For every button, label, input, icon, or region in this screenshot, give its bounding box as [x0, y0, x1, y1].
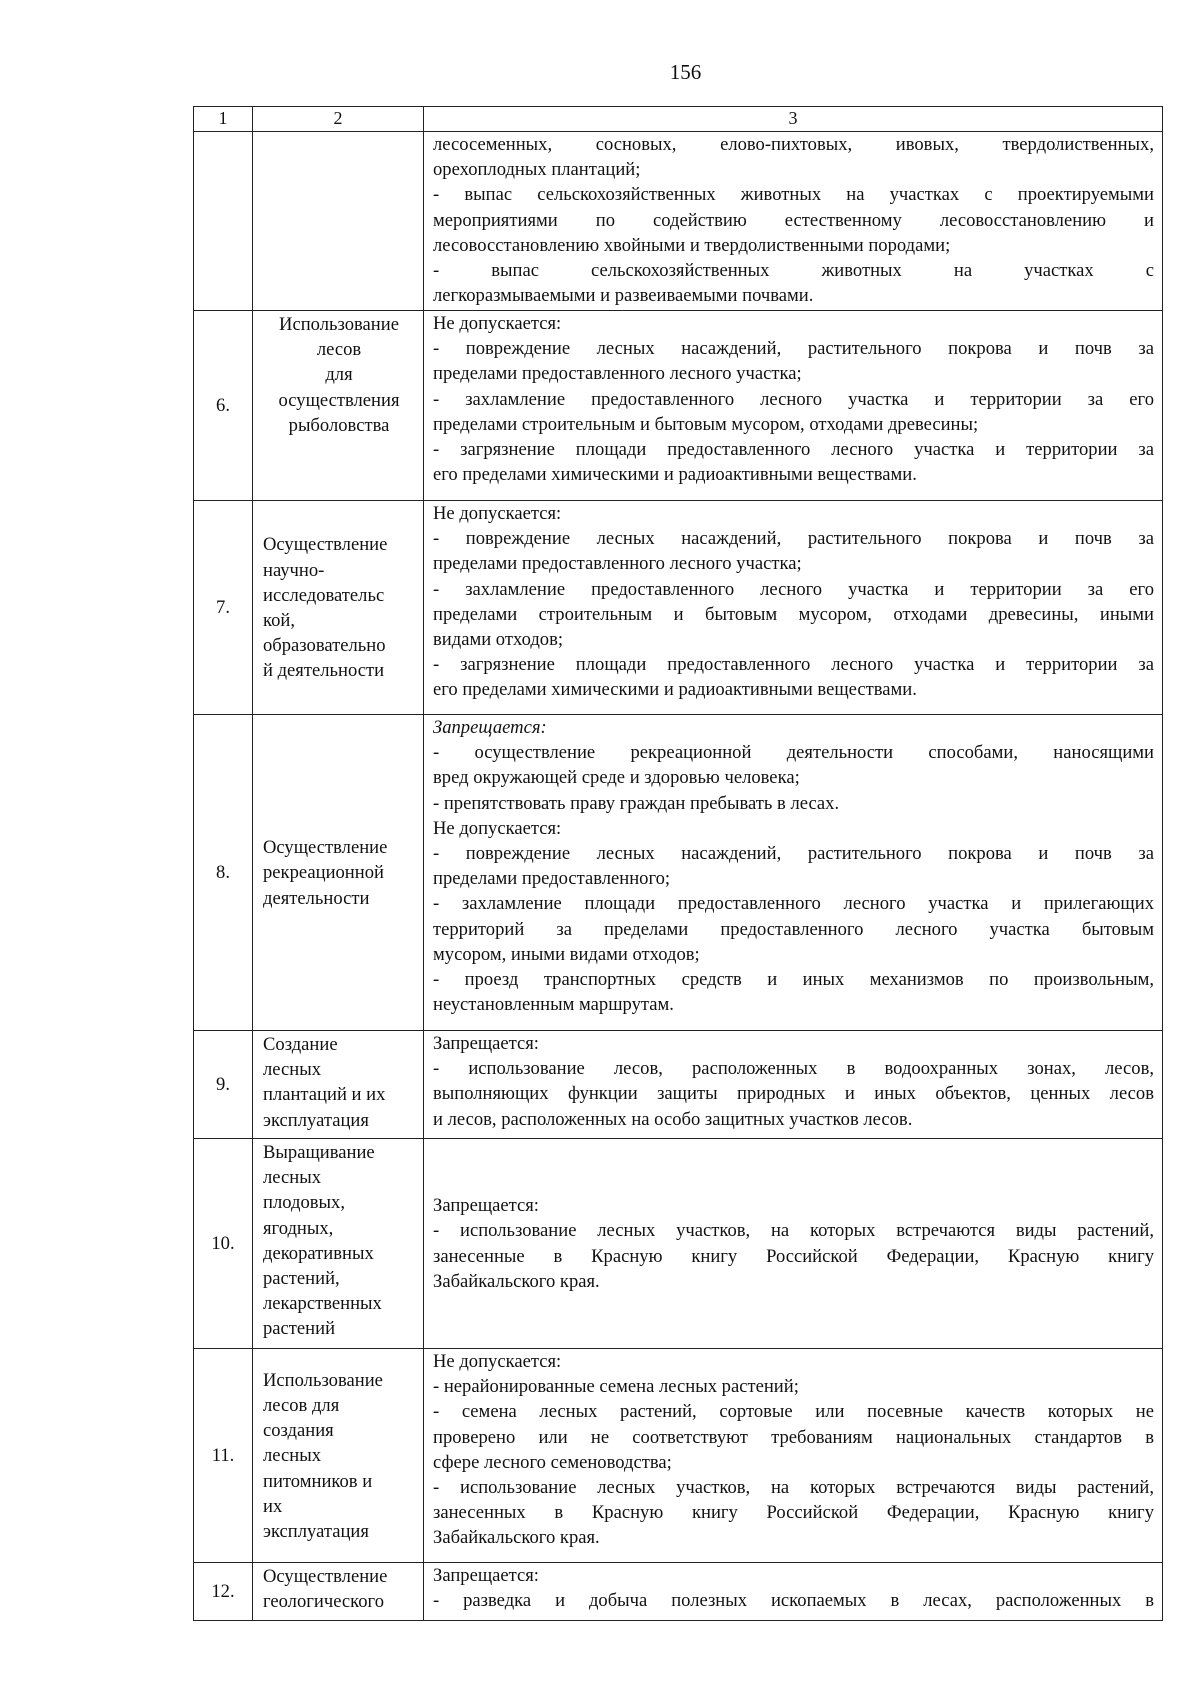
- restriction-line: его пределами химическими и радиоактивными веществами.: [433, 464, 917, 486]
- row-number: 11.: [194, 1349, 253, 1563]
- restriction-line: Не допускается:: [433, 313, 562, 334]
- restriction-line: - препятствовать праву граждан пребывать в лесах.: [433, 792, 840, 814]
- activity-type-line: лесов: [316, 339, 362, 361]
- activity-type-line: питомников и: [263, 1470, 373, 1492]
- restriction-line: - осуществление рекреационной деятельности способами, наносящими: [433, 742, 1154, 764]
- table-header-row: [194, 107, 1163, 132]
- activity-type-line: эксплуатация: [263, 1521, 369, 1542]
- activity-type-line: лесных: [263, 1445, 321, 1467]
- restriction-line: занесенных в Красную книгу Российской Федерации, Красную книгу: [433, 1502, 1154, 1524]
- restrictions: [424, 1031, 1163, 1139]
- activity-type-line: рыболовства: [288, 414, 390, 436]
- restrictions: [424, 1349, 1163, 1563]
- activity-type: [253, 311, 424, 501]
- activity-type-line: рекреационной: [263, 862, 384, 884]
- activity-type-line: растений: [263, 1318, 336, 1340]
- table-row: [194, 1563, 1163, 1621]
- table-row: [194, 1031, 1163, 1139]
- restriction-line: - загрязнение площади предоставленного лесного участка и территории за: [433, 439, 1154, 461]
- restriction-line: территорий за пределами предоставленного лесного участка бытовым: [433, 918, 1154, 940]
- restriction-line: - нерайонированные семена лесных растений;: [433, 1376, 799, 1398]
- restriction-line: - выпас сельскохозяйственных животных на участках с: [433, 260, 1154, 282]
- restriction-line: Запрещается:: [433, 1195, 539, 1217]
- page-number: 156: [669, 60, 702, 84]
- restriction-line: Запрещается:: [433, 1565, 539, 1586]
- activity-type-line: лекарственных: [263, 1293, 382, 1315]
- activity-type-line: ягодных,: [263, 1217, 334, 1239]
- row-number: 12.: [194, 1563, 253, 1621]
- restriction-line: пределами предоставленного лесного участка;: [433, 553, 802, 575]
- table-row: [194, 501, 1163, 715]
- restriction-line: Забайкальского края.: [433, 1270, 600, 1292]
- activity-type-line: лесов для: [263, 1394, 340, 1416]
- activity-type: [253, 1139, 424, 1349]
- activity-type-line: образовательно: [263, 635, 386, 657]
- restriction-line: проверено или не соответствуют требованиям национальных стандартов в: [433, 1426, 1154, 1448]
- restriction-line: лесосеменных, сосновых, елово-пихтовых, ивовых, твердолиственных,: [433, 134, 1154, 155]
- restriction-line: его пределами химическими и радиоактивными веществами.: [433, 679, 917, 701]
- activity-type-line: Использование: [279, 314, 399, 335]
- header-col-3: 3: [424, 107, 1163, 132]
- restrictions: [424, 1563, 1163, 1621]
- restriction-line: неустановленным маршрутам.: [433, 994, 674, 1016]
- restriction-line: мусором, иными видами отходов;: [433, 943, 700, 965]
- restrictions: [424, 715, 1163, 1031]
- activity-type-line: й деятельности: [263, 660, 385, 682]
- restriction-line: легкоразмываемыми и развеиваемыми почвами.: [433, 285, 814, 307]
- activity-type-line: плодовых,: [263, 1192, 345, 1214]
- restriction-line: занесенные в Красную книгу Российской Федерации, Красную книгу: [433, 1245, 1154, 1267]
- table-row: [194, 1139, 1163, 1349]
- regulations-table: [193, 106, 1163, 1621]
- activity-type-line: эксплуатация: [263, 1109, 369, 1131]
- header-col-1: 1: [194, 107, 253, 132]
- restriction-line: орехоплодных плантаций;: [433, 159, 641, 181]
- row-number: 8.: [194, 715, 253, 1031]
- restriction-line: - использование лесных участков, на которых встречаются виды растений,: [433, 1477, 1154, 1499]
- activity-type-line: геологического: [263, 1591, 385, 1613]
- activity-type-line: Использование: [263, 1369, 383, 1391]
- activity-type: [253, 132, 424, 311]
- row-number: 9.: [194, 1031, 253, 1139]
- restriction-line: - проезд транспортных средств и иных механизмов по произвольным,: [433, 969, 1154, 991]
- activity-type: [253, 715, 424, 1031]
- restriction-line: - разведка и добыча полезных ископаемых в лесах, расположенных в: [433, 1590, 1154, 1612]
- restriction-line: - захламление площади предоставленного лесного участка и прилегающих: [433, 893, 1154, 915]
- restriction-line: - семена лесных растений, сортовые или посевные качеств которых не: [433, 1401, 1154, 1423]
- activity-type-line: исследовательс: [263, 584, 385, 606]
- restriction-line: - захламление предоставленного лесного участка и территории за его: [433, 388, 1154, 410]
- restriction-line: Запрещается:: [433, 1033, 539, 1054]
- row-number: 6.: [194, 311, 253, 501]
- activity-type-line: кой,: [263, 610, 295, 631]
- restriction-line: - использование лесов, расположенных в водоохранных зонах, лесов,: [433, 1058, 1154, 1080]
- restriction-line: - повреждение лесных насаждений, растительного покрова и почв за: [433, 338, 1154, 360]
- table-row: [194, 715, 1163, 1031]
- restriction-line: - захламление предоставленного лесного участка и территории за его: [433, 578, 1154, 600]
- restriction-line: пределами предоставленного;: [433, 868, 671, 890]
- activity-type-line: создания: [263, 1420, 334, 1442]
- activity-type: [253, 1563, 424, 1621]
- activity-type: [253, 501, 424, 715]
- header-col-2: 2: [253, 107, 424, 132]
- restriction-line: Запрещается:: [433, 717, 547, 738]
- activity-type-line: плантаций и их: [263, 1084, 386, 1106]
- table-row: [194, 132, 1163, 311]
- activity-type: [253, 1349, 424, 1563]
- restriction-line: видами отходов;: [433, 629, 564, 651]
- restrictions: [424, 501, 1163, 715]
- restriction-line: вред окружающей среде и здоровью человека;: [433, 767, 800, 789]
- activity-type-line: Осуществление: [263, 534, 388, 556]
- table-row: [194, 311, 1163, 501]
- activity-type-line: их: [263, 1495, 283, 1517]
- restriction-line: - использование лесных участков, на которых встречаются виды растений,: [433, 1220, 1154, 1242]
- row-number: 10.: [194, 1139, 253, 1349]
- restriction-line: - выпас сельскохозяйственных животных на участках с проектируемыми: [433, 184, 1154, 206]
- activity-type-line: лесных: [263, 1059, 321, 1081]
- restriction-line: мероприятиями по содействию естественному лесовосстановлению и: [433, 209, 1154, 231]
- restriction-line: пределами предоставленного лесного участка;: [433, 363, 802, 385]
- activity-type-line: научно-: [263, 559, 325, 581]
- restriction-line: Не допускается:: [433, 503, 562, 524]
- activity-type-line: деятельности: [263, 887, 370, 909]
- table-row: [194, 1349, 1163, 1563]
- activity-type-line: декоративных: [263, 1242, 374, 1264]
- activity-type-line: Осуществление: [263, 1566, 388, 1587]
- restriction-line: лесовосстановлению хвойными и твердолиственными породами;: [433, 234, 951, 256]
- activity-type-line: лесных: [263, 1167, 321, 1189]
- restriction-line: - повреждение лесных насаждений, растительного покрова и почв за: [433, 528, 1154, 550]
- restriction-line: и лесов, расположенных на особо защитных участков лесов.: [433, 1108, 913, 1130]
- restriction-line: пределами строительным и бытовым мусором, отходами древесины, иными: [433, 603, 1154, 625]
- restrictions: [424, 311, 1163, 501]
- row-number: 7.: [194, 501, 253, 715]
- row-number: [194, 132, 253, 311]
- activity-type-line: Осуществление: [263, 837, 388, 859]
- activity-type-line: осуществления: [278, 389, 400, 411]
- restrictions: [424, 1139, 1163, 1349]
- activity-type-line: Создание: [263, 1034, 338, 1055]
- activity-type-line: Выращивание: [263, 1142, 375, 1163]
- activity-type-line: растений,: [263, 1268, 340, 1290]
- restriction-line: пределами строительным и бытовым мусором, отходами древесины;: [433, 413, 979, 435]
- activity-type-line: для: [325, 364, 353, 386]
- restriction-line: выполняющих функции защиты природных и иных объектов, ценных лесов: [433, 1083, 1154, 1105]
- activity-type: [253, 1031, 424, 1139]
- restriction-line: Не допускается:: [433, 817, 562, 839]
- restriction-line: - повреждение лесных насаждений, растительного покрова и почв за: [433, 843, 1154, 865]
- restrictions: [424, 132, 1163, 311]
- restriction-line: сфере лесного семеноводства;: [433, 1451, 672, 1473]
- restriction-line: Не допускается:: [433, 1351, 562, 1372]
- restriction-line: - загрязнение площади предоставленного лесного участка и территории за: [433, 654, 1154, 676]
- restriction-line: Забайкальского края.: [433, 1527, 600, 1549]
